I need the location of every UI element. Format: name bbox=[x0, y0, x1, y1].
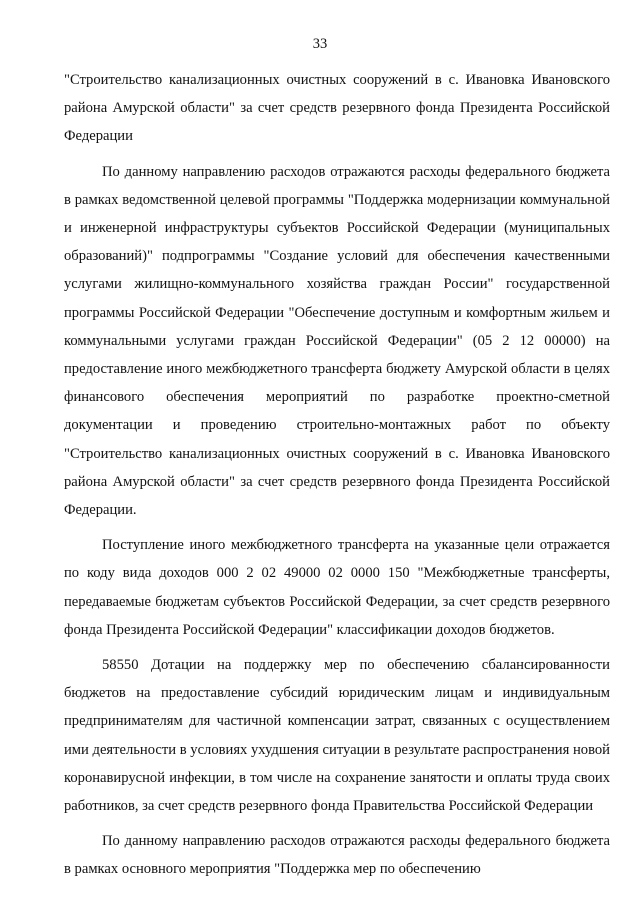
paragraph-code-58550: 58550 Дотации на поддержку мер по обеспечению сбалансированности бюджетов на предоставление субсидий юридическим лицам и индивидуальным предпринимателям для частичной компенсации затрат, связанных с осуществлением ими деятельности в условиях ухудшения ситуации в результате распространения новой коронавирусной инфекции, в том числе на сохранение занятости и оплаты труда своих работников, за счет средств резервного фонда Правительства Российской Федерации bbox=[64, 657, 610, 815]
paragraph-continuation: "Строительство канализационных очистных сооружений в с. Ивановка Ивановского района Амурской области" за счет средств резервного фонда Президента Российской Федерации bbox=[64, 72, 610, 145]
document-body bbox=[64, 66, 610, 884]
paragraph-expense-direction: По данному направлению расходов отражаются расходы федерального бюджета в рамках ведомственной целевой программы "Поддержка модернизации коммунальной и инженерной инфраструктуры субъектов Российской Федерации (муниципальных образований)" подпрограммы "Создание условий для обеспечения качественными услугами жилищно-коммунального хозяйства граждан России" государственной программы Российской Федерации "Обеспечение доступным и комфортным жильем и коммунальными услугами граждан Российской Федерации" (05 2 12 00000) на предоставление иного межбюджетного трансферта бюджету Амурской области в целях финансового обеспечения мероприятий по разработке проектно-сметной документации и проведению строительно-монтажных работ по объекту "Строительство канализационных очистных сооружений в с. Ивановка Ивановского района Амурской области" за счет средств резервного фонда Президента Российской Федерации. bbox=[64, 163, 610, 519]
page-number: 33 bbox=[312, 36, 328, 52]
paragraph-transfer-income: Поступление иного межбюджетного трансферта на указанные цели отражается по коду вида доходов 000 2 02 49000 02 0000 150 "Межбюджетные трансферты, передаваемые бюджетам субъектов Российской Федерации, за счет средств резервного фонда Президента Российской Федерации" классификации доходов бюджетов. bbox=[64, 537, 610, 638]
paragraph-expense-direction-2: По данному направлению расходов отражаются расходы федерального бюджета в рамках основного мероприятия "Поддержка мер по обеспечению bbox=[64, 833, 610, 878]
